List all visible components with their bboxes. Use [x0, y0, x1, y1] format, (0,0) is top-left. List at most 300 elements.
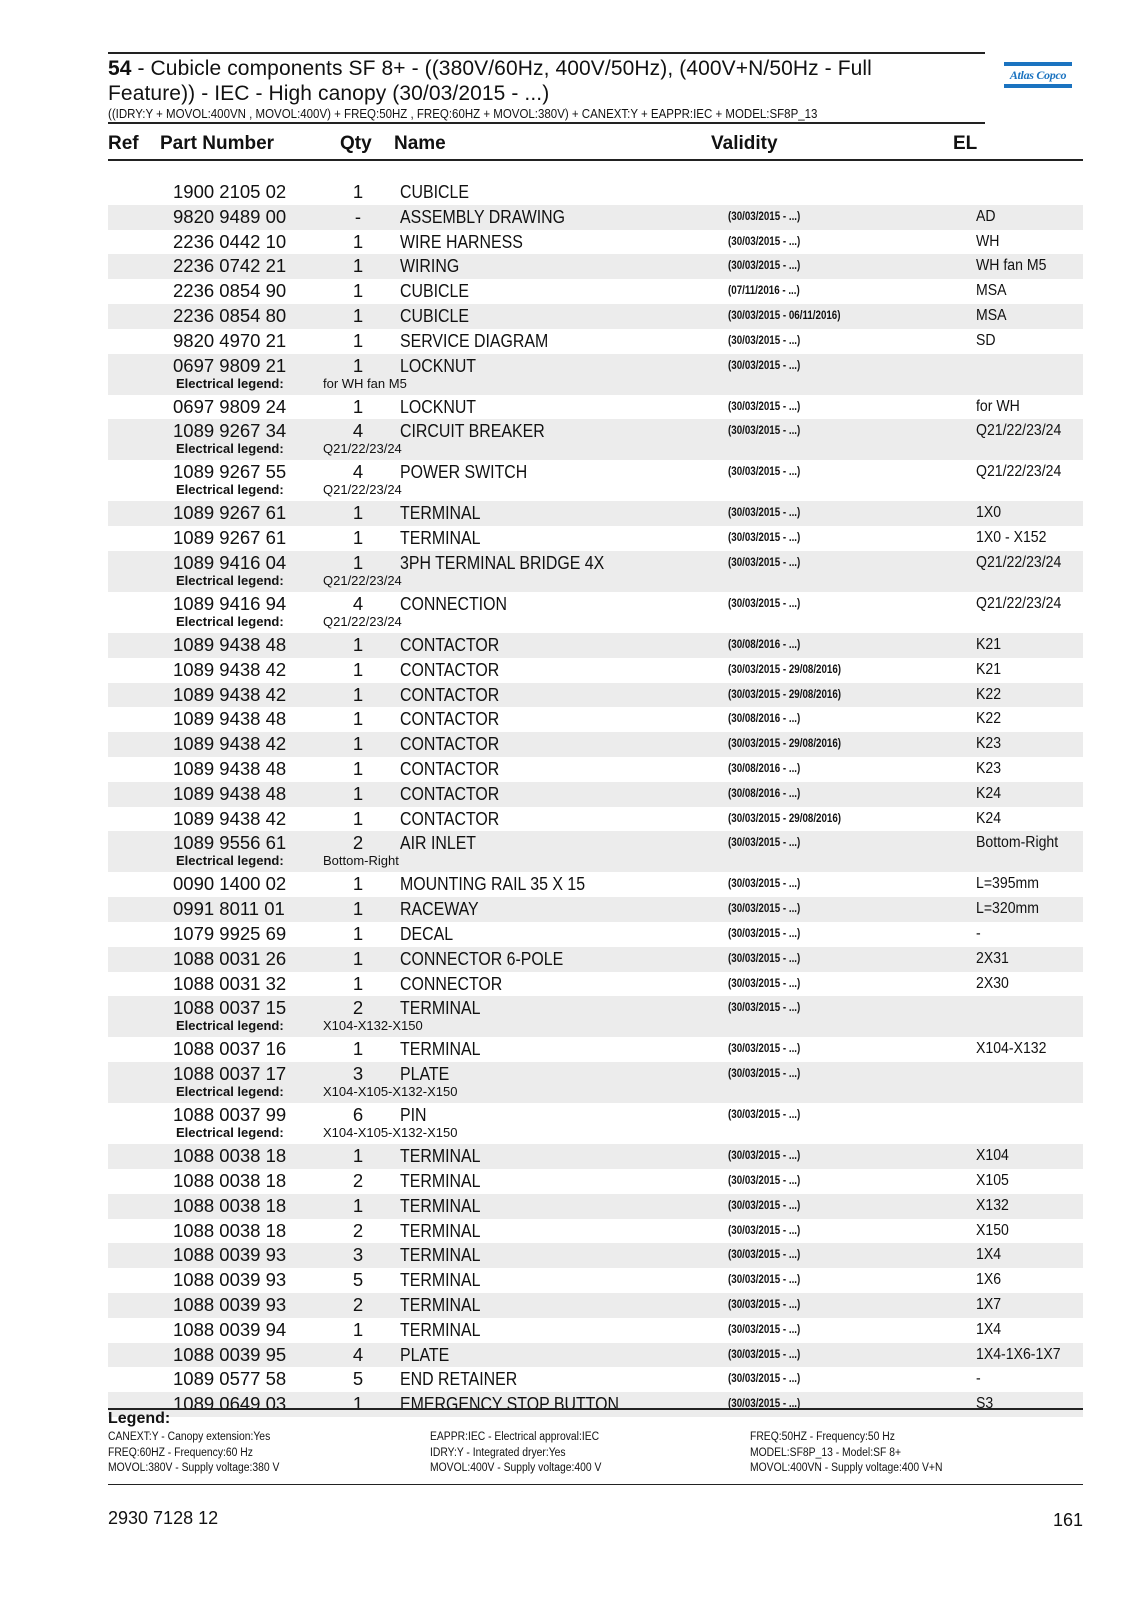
title-divider [108, 122, 985, 124]
table-row [108, 757, 1083, 782]
el-cell: X104-X132 [976, 1040, 1047, 1058]
table-row [108, 180, 1083, 205]
part-number-cell: 1088 0038 18 [173, 1219, 287, 1241]
document-number: 2930 7128 12 [108, 1508, 219, 1528]
validity-cell: (30/03/2015 - ...) [728, 359, 801, 372]
qty-cell: 1 [352, 527, 364, 549]
name-cell: LOCKNUT [400, 395, 477, 417]
table-row [108, 872, 1083, 897]
validity-cell: (30/03/2015 - ...) [728, 1249, 801, 1262]
electrical-legend-label: Electrical legend: [176, 1018, 284, 1034]
table-row [108, 1367, 1083, 1392]
qty-cell: - [354, 205, 362, 227]
name-cell: TERMINAL [400, 1219, 481, 1241]
legend-title: Legend: [108, 1410, 171, 1427]
name-cell: TERMINAL [400, 1194, 481, 1216]
qty-cell: 6 [352, 1104, 364, 1126]
name-cell: TERMINAL [400, 527, 481, 549]
name-cell: CONNECTOR [400, 972, 503, 994]
part-number-cell: 1089 0577 58 [173, 1368, 287, 1390]
qty-cell: 4 [352, 461, 364, 483]
atlas-copco-logo [1004, 60, 1072, 94]
validity-cell: (30/03/2015 - ...) [728, 903, 801, 916]
table-row [108, 1103, 1083, 1144]
part-number-cell: 1088 0031 32 [173, 972, 287, 994]
qty-cell: 1 [352, 708, 364, 730]
name-cell: TERMINAL [400, 1318, 481, 1340]
part-number-cell: 1088 0038 18 [173, 1169, 287, 1191]
name-cell: CUBICLE [400, 280, 469, 302]
el-cell: L=395mm [976, 875, 1040, 893]
part-number-cell: 1089 9556 61 [173, 832, 287, 854]
name-cell: TERMINAL [400, 1293, 481, 1315]
validity-cell: (30/03/2015 - ...) [728, 532, 801, 545]
part-number-cell: 1088 0038 18 [173, 1145, 287, 1167]
validity-cell: (30/03/2015 - ...) [728, 1002, 801, 1015]
title-line-1: - Cubicle components SF 8+ - ((380V/60Hz, 400V/50Hz), (400V+N/50Hz - Full [131, 57, 872, 80]
qty-cell: 2 [352, 997, 364, 1019]
qty-cell: 4 [352, 420, 364, 442]
table-row [108, 1293, 1083, 1318]
el-cell: X105 [976, 1171, 1009, 1189]
table-row [108, 807, 1083, 832]
part-number-cell: 0991 8011 01 [173, 898, 285, 920]
table-row [108, 1144, 1083, 1169]
name-cell: TERMINAL [400, 1145, 481, 1167]
validity-cell: (30/03/2015 - ...) [728, 1298, 801, 1311]
legend-col-1 [108, 1430, 279, 1477]
qty-cell: 1 [352, 922, 364, 944]
part-number-cell: 1088 0039 94 [173, 1318, 287, 1340]
table-row [108, 1268, 1083, 1293]
part-number-cell: 1088 0039 93 [173, 1269, 287, 1291]
name-cell: CONTACTOR [400, 757, 500, 779]
validity-cell: (30/08/2016 - ...) [728, 787, 801, 800]
part-number-cell: 9820 4970 21 [173, 329, 287, 351]
name-cell: PLATE [400, 1063, 450, 1085]
part-number-cell: 1088 0037 16 [173, 1038, 287, 1060]
table-row [108, 1194, 1083, 1219]
el-cell: K22 [976, 685, 1002, 703]
legend-entry: EAPPR:IEC - Electrical approval:IEC [430, 1431, 600, 1443]
validity-cell: (30/03/2015 - ...) [728, 878, 801, 891]
el-cell: K24 [976, 809, 1002, 827]
el-cell: K23 [976, 735, 1002, 753]
part-number-cell: 2236 0742 21 [173, 255, 287, 277]
name-cell: CONTACTOR [400, 782, 500, 804]
part-number-cell: 1088 0031 26 [173, 947, 287, 969]
validity-cell: (30/03/2015 - ...) [728, 235, 801, 248]
table-row [108, 501, 1083, 526]
part-number-cell: 1089 9438 48 [173, 782, 287, 804]
part-number-cell: 1089 9438 42 [173, 683, 287, 705]
el-cell: K21 [976, 660, 1002, 678]
title-block [108, 52, 985, 122]
validity-cell: (30/03/2015 - 29/08/2016) [728, 738, 842, 751]
qty-cell: 1 [352, 658, 364, 680]
page-number: 161 [1052, 1510, 1083, 1530]
validity-cell: (30/03/2015 - ...) [728, 952, 801, 965]
qty-cell: 4 [352, 592, 364, 614]
col-validity: Validity [711, 133, 778, 154]
qty-cell: 1 [352, 1194, 364, 1216]
table-row [108, 205, 1083, 230]
legend-entry: FREQ:60HZ - Frequency:60 Hz [108, 1446, 253, 1459]
name-cell: ASSEMBLY DRAWING [400, 205, 566, 227]
electrical-legend-value: Bottom-Right [323, 853, 399, 869]
table-row [108, 1169, 1083, 1194]
qty-cell: 1 [352, 329, 364, 351]
validity-cell: (30/03/2015 - ...) [728, 1348, 801, 1361]
electrical-legend-label: Electrical legend: [176, 1125, 284, 1141]
section-number: 54 [108, 57, 132, 80]
validity-cell: (30/03/2015 - ...) [728, 1373, 801, 1386]
qty-cell: 2 [352, 1293, 364, 1315]
name-cell: CONNECTOR 6-POLE [400, 947, 564, 969]
validity-cell: (30/03/2015 - ...) [728, 977, 801, 990]
table-header [108, 131, 1083, 161]
name-cell: TERMINAL [400, 1169, 481, 1191]
table-row [108, 1343, 1083, 1368]
el-cell: - [976, 924, 981, 942]
qty-cell: 1 [352, 633, 364, 655]
name-cell: RACEWAY [400, 898, 479, 920]
part-number-cell: 1089 9438 42 [173, 807, 287, 829]
page-title [108, 56, 985, 106]
table-row [108, 354, 1083, 395]
col-part-number: Part Number [160, 133, 275, 154]
part-number-cell: 1088 0037 99 [173, 1104, 287, 1126]
electrical-legend-label: Electrical legend: [176, 572, 284, 588]
validity-cell: (30/08/2016 - ...) [728, 638, 801, 651]
part-number-cell: 1089 9438 48 [173, 757, 287, 779]
validity-cell: (30/08/2016 - ...) [728, 762, 801, 775]
qty-cell: 3 [352, 1244, 364, 1266]
validity-cell: (30/03/2015 - ...) [728, 1398, 801, 1411]
name-cell: END RETAINER [400, 1368, 518, 1390]
name-cell: TERMINAL [400, 1038, 481, 1060]
qty-cell: 1 [352, 873, 364, 895]
el-cell: 2X30 [976, 974, 1009, 992]
part-number-cell: 1088 0037 15 [173, 997, 287, 1019]
electrical-legend-value: Q21/22/23/24 [323, 613, 402, 629]
validity-cell: (30/03/2015 - ...) [728, 1150, 801, 1163]
table-row [108, 732, 1083, 757]
col-ref: Ref [108, 133, 139, 154]
qty-cell: 1 [352, 1393, 364, 1415]
part-number-cell: 1089 9267 34 [173, 420, 287, 442]
table-row [108, 551, 1083, 592]
qty-cell: 2 [352, 1219, 364, 1241]
table-row [108, 831, 1083, 872]
qty-cell: 4 [352, 1343, 364, 1365]
el-cell: X132 [976, 1196, 1009, 1214]
validity-cell: (30/03/2015 - ...) [728, 1109, 801, 1122]
legend-entry: MOVOL:380V - Supply voltage:380 V [108, 1462, 280, 1474]
part-number-cell: 1088 0039 93 [173, 1244, 287, 1266]
qty-cell: 1 [352, 255, 364, 277]
el-cell: 1X4 [976, 1246, 1002, 1264]
electrical-legend-label: Electrical legend: [176, 853, 284, 869]
name-cell: CUBICLE [400, 304, 469, 326]
qty-cell: 1 [352, 972, 364, 994]
el-cell: K22 [976, 710, 1002, 728]
validity-cell: (30/03/2015 - ...) [728, 1043, 801, 1056]
el-cell: X104 [976, 1147, 1009, 1165]
part-number-cell: 1089 9267 55 [173, 461, 287, 483]
table-row [108, 1037, 1083, 1062]
name-cell: CONTACTOR [400, 658, 500, 680]
legend-entry: CANEXT:Y - Canopy extension:Yes [108, 1431, 271, 1443]
title-line-2: Feature)) - IEC - High canopy (30/03/2015 - ...) [108, 82, 550, 105]
part-number-cell: 1079 9925 69 [173, 922, 287, 944]
table-row [108, 230, 1083, 255]
el-cell: S3 [976, 1395, 994, 1413]
electrical-legend-value: X104-X132-X150 [323, 1018, 423, 1034]
col-el: EL [953, 133, 978, 154]
el-cell: SD [976, 331, 996, 349]
name-cell: WIRE HARNESS [400, 230, 523, 252]
name-cell: CONTACTOR [400, 633, 500, 655]
name-cell: DECAL [400, 922, 454, 944]
name-cell: TERMINAL [400, 1244, 481, 1266]
electrical-legend-label: Electrical legend: [176, 482, 284, 498]
legend-entry: FREQ:50HZ - Frequency:50 Hz [750, 1431, 895, 1443]
qty-cell: 1 [352, 502, 364, 524]
table-row [108, 460, 1083, 501]
qty-cell: 1 [352, 280, 364, 302]
el-cell: 1X4 [976, 1320, 1002, 1338]
table-row [108, 707, 1083, 732]
table-row [108, 592, 1083, 633]
part-number-cell: 0697 9809 21 [173, 354, 287, 376]
electrical-legend-value: Q21/22/23/24 [323, 482, 402, 498]
name-cell: 3PH TERMINAL BRIDGE 4X [400, 551, 605, 573]
name-cell: CONTACTOR [400, 733, 500, 755]
qty-cell: 1 [352, 807, 364, 829]
name-cell: WIRING [400, 255, 460, 277]
part-number-cell: 0697 9809 24 [173, 395, 287, 417]
table-row [108, 1219, 1083, 1244]
table-row [108, 1243, 1083, 1268]
validity-cell: (30/03/2015 - ...) [728, 400, 801, 413]
electrical-legend-label: Electrical legend: [176, 613, 284, 629]
name-cell: CONTACTOR [400, 683, 500, 705]
table-row [108, 633, 1083, 658]
electrical-legend-value: Q21/22/23/24 [323, 441, 402, 457]
el-cell: - [976, 1370, 981, 1388]
validity-cell: (30/03/2015 - ...) [728, 1068, 801, 1081]
qty-cell: 1 [352, 354, 364, 376]
col-qty: Qty [340, 133, 372, 154]
validity-cell: (30/03/2015 - ...) [728, 1199, 801, 1212]
page-subtitle: ((IDRY:Y + MOVOL:400VN , MOVOL:400V) + FREQ:50HZ , FREQ:60HZ + MOVOL:380V) + CANEXT:Y + EAPPR:IEC + MODEL:SF8P_13 [108, 107, 818, 121]
part-number-cell: 2236 0854 80 [173, 304, 287, 326]
validity-cell: (30/03/2015 - ...) [728, 837, 801, 850]
table-row [108, 947, 1083, 972]
table-row [108, 922, 1083, 947]
el-cell: for WH [976, 397, 1020, 415]
qty-cell: 1 [352, 230, 364, 252]
qty-cell: 3 [352, 1063, 364, 1085]
part-number-cell: 2236 0442 10 [173, 230, 287, 252]
el-cell: 1X6 [976, 1271, 1002, 1289]
part-number-cell: 1089 9438 42 [173, 733, 287, 755]
name-cell: EMERGENCY STOP BUTTON [400, 1393, 619, 1415]
el-cell: 1X7 [976, 1295, 1002, 1313]
name-cell: TERMINAL [400, 1269, 481, 1291]
qty-cell: 1 [352, 551, 364, 573]
part-number-cell: 1089 9267 61 [173, 502, 287, 524]
table-row [108, 996, 1083, 1037]
table-row [108, 1318, 1083, 1343]
part-number-cell: 1088 0039 93 [173, 1293, 287, 1315]
part-number-cell: 1089 9416 94 [173, 592, 287, 614]
el-cell: Q21/22/23/24 [976, 463, 1062, 481]
qty-cell: 1 [352, 1318, 364, 1340]
qty-cell: 1 [352, 947, 364, 969]
legend-entry: MOVOL:400VN - Supply voltage:400 V+N [750, 1462, 943, 1474]
el-cell: MSA [976, 306, 1007, 324]
qty-cell: 1 [352, 1145, 364, 1167]
electrical-legend-label: Electrical legend: [176, 375, 284, 391]
table-row [108, 395, 1083, 420]
table-row [108, 279, 1083, 304]
validity-cell: (30/03/2015 - ...) [728, 260, 801, 273]
table-row [108, 1062, 1083, 1103]
name-cell: AIR INLET [400, 832, 477, 854]
el-cell: X150 [976, 1221, 1009, 1239]
name-cell: PLATE [400, 1343, 450, 1365]
el-cell: 1X4-1X6-1X7 [976, 1345, 1061, 1363]
table-row [108, 658, 1083, 683]
table-row [108, 782, 1083, 807]
validity-cell: (30/03/2015 - 29/08/2016) [728, 688, 842, 701]
el-cell: 2X31 [976, 949, 1009, 967]
el-cell: Q21/22/23/24 [976, 422, 1062, 440]
electrical-legend-value: X104-X105-X132-X150 [323, 1125, 458, 1141]
validity-cell: (30/03/2015 - ...) [728, 597, 801, 610]
legend-col-3 [750, 1430, 942, 1477]
part-number-cell: 1089 9438 42 [173, 658, 287, 680]
table-row [108, 972, 1083, 997]
table-row [108, 254, 1083, 279]
part-number-cell: 1089 9438 48 [173, 708, 287, 730]
validity-cell: (30/03/2015 - ...) [728, 210, 801, 223]
name-cell: POWER SWITCH [400, 461, 528, 483]
el-cell: K21 [976, 635, 1002, 653]
el-cell: WH [976, 232, 1000, 250]
el-cell: K24 [976, 784, 1002, 802]
qty-cell: 2 [352, 1169, 364, 1191]
qty-cell: 5 [352, 1368, 364, 1390]
table-row [108, 419, 1083, 460]
el-cell: Q21/22/23/24 [976, 594, 1062, 612]
part-number-cell: 1088 0037 17 [173, 1063, 287, 1085]
part-number-cell: 1088 0039 95 [173, 1343, 287, 1365]
electrical-legend-value: for WH fan M5 [323, 375, 407, 391]
el-cell: Q21/22/23/24 [976, 553, 1062, 571]
table-row [108, 304, 1083, 329]
name-cell: TERMINAL [400, 997, 481, 1019]
el-cell: MSA [976, 282, 1007, 300]
validity-cell: (30/08/2016 - ...) [728, 713, 801, 726]
qty-cell: 5 [352, 1269, 364, 1291]
name-cell: CUBICLE [400, 181, 469, 202]
qty-cell: 1 [352, 304, 364, 326]
validity-cell: (30/03/2015 - 29/08/2016) [728, 663, 842, 676]
validity-cell: (07/11/2016 - ...) [728, 285, 800, 298]
validity-cell: (30/03/2015 - ...) [728, 1323, 801, 1336]
validity-cell: (30/03/2015 - ...) [728, 334, 801, 347]
el-cell: 1X0 [976, 504, 1002, 522]
name-cell: TERMINAL [400, 502, 481, 524]
name-cell: CONTACTOR [400, 807, 500, 829]
qty-cell: 1 [352, 181, 364, 202]
qty-cell: 1 [352, 395, 364, 417]
validity-cell: (30/03/2015 - ...) [728, 1174, 801, 1187]
col-name: Name [394, 133, 446, 154]
electrical-legend-label: Electrical legend: [176, 1084, 284, 1100]
electrical-legend-label: Electrical legend: [176, 441, 284, 457]
legend-col-2 [430, 1430, 601, 1477]
el-cell: Bottom-Right [976, 834, 1059, 852]
el-cell: 1X0 - X152 [976, 529, 1047, 547]
name-cell: SERVICE DIAGRAM [400, 329, 549, 351]
part-number-cell: 9820 9489 00 [173, 205, 287, 227]
table-row [108, 526, 1083, 551]
parts-table [108, 180, 1083, 1417]
name-cell: CIRCUIT BREAKER [400, 420, 545, 442]
validity-cell: (30/03/2015 - ...) [728, 927, 801, 940]
qty-cell: 1 [352, 757, 364, 779]
part-number-cell: 2236 0854 90 [173, 280, 287, 302]
qty-cell: 1 [352, 782, 364, 804]
legend-columns [108, 1430, 1083, 1478]
qty-cell: 1 [352, 683, 364, 705]
name-cell: PIN [400, 1104, 427, 1126]
logo-text: Atlas Copco [1009, 68, 1067, 82]
part-number-cell: 0090 1400 02 [173, 873, 287, 895]
electrical-legend-value: X104-X105-X132-X150 [323, 1084, 458, 1100]
legend-entry: MOVOL:400V - Supply voltage:400 V [430, 1462, 602, 1474]
legend [108, 1410, 1083, 1478]
qty-cell: 1 [352, 898, 364, 920]
table-row [108, 683, 1083, 708]
part-number-cell: 1089 0649 03 [173, 1393, 287, 1415]
part-number-cell: 1089 9438 48 [173, 633, 287, 655]
name-cell: LOCKNUT [400, 354, 477, 376]
legend-entry: MODEL:SF8P_13 - Model:SF 8+ [750, 1446, 902, 1459]
qty-cell: 1 [352, 1038, 364, 1060]
part-number-cell: 1088 0038 18 [173, 1194, 287, 1216]
table-row [108, 329, 1083, 354]
logo-bar-bottom [1004, 84, 1072, 88]
name-cell: CONNECTION [400, 592, 507, 614]
name-cell: CONTACTOR [400, 708, 500, 730]
validity-cell: (30/03/2015 - 29/08/2016) [728, 812, 842, 825]
validity-cell: (30/03/2015 - 06/11/2016) [728, 309, 841, 322]
logo-bar-top [1004, 62, 1072, 66]
electrical-legend-value: Q21/22/23/24 [323, 572, 402, 588]
el-cell: K23 [976, 759, 1002, 777]
legend-bottom-rule [108, 1484, 1083, 1485]
validity-cell: (30/03/2015 - ...) [728, 556, 801, 569]
validity-cell: (30/03/2015 - ...) [728, 1274, 801, 1287]
qty-cell: 1 [352, 733, 364, 755]
validity-cell: (30/03/2015 - ...) [728, 466, 801, 479]
part-number-cell: 1089 9267 61 [173, 527, 287, 549]
